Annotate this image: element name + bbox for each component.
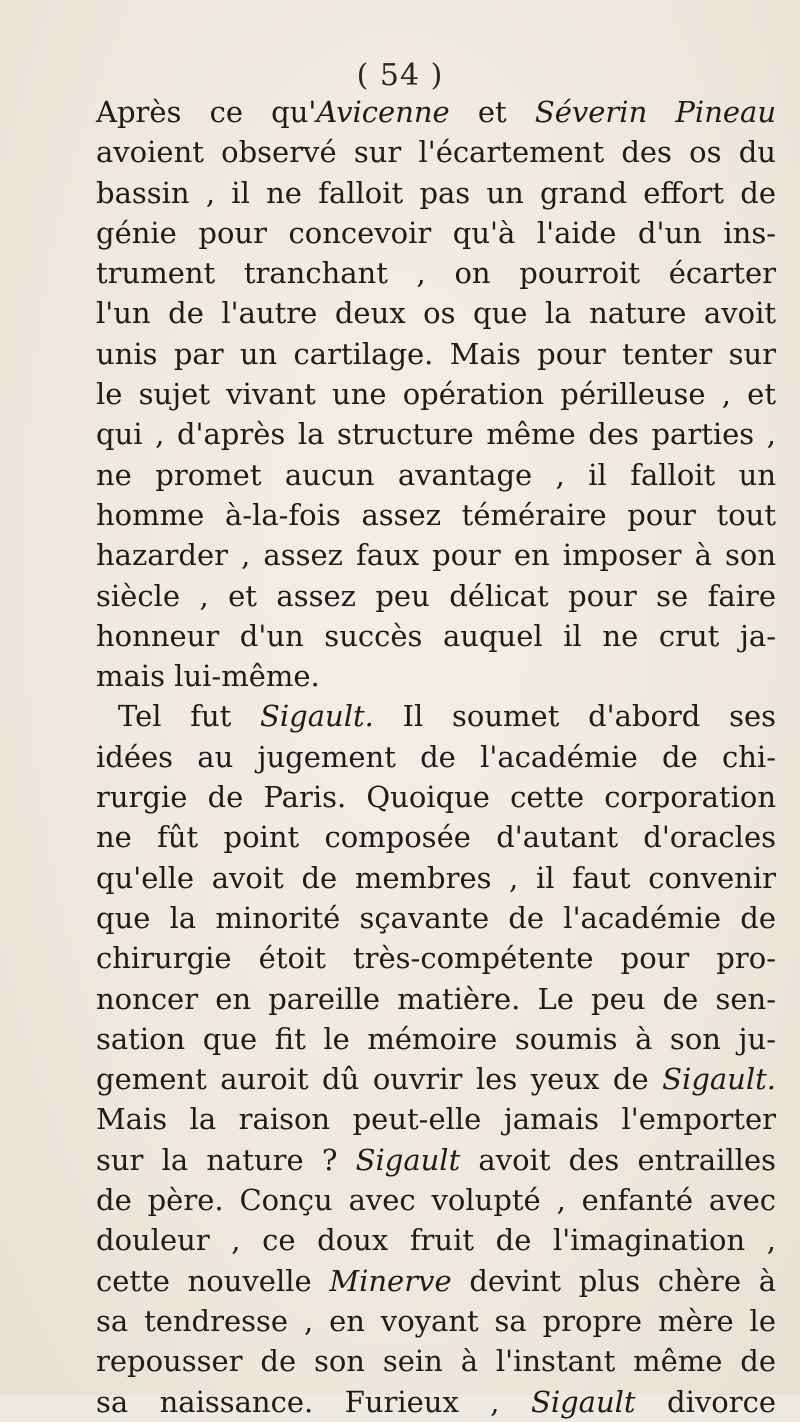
text-segment: génie pour concevoir qu'à l'aide d'un ins- bbox=[96, 215, 776, 250]
text-segment: et bbox=[449, 95, 535, 129]
text-segment: divorce bbox=[635, 1384, 776, 1419]
text-line bbox=[96, 1220, 776, 1260]
text-line bbox=[96, 374, 776, 414]
text-segment: qu'elle avoit de membres , il faut convenir bbox=[96, 860, 776, 895]
text-segment: Mais la raison peut-elle jamais l'emporter bbox=[96, 1102, 776, 1137]
text-segment: avoient observé sur l'écartement des os du bbox=[96, 135, 776, 170]
text-segment: gement auroit dû ouvrir les yeux de bbox=[96, 1062, 663, 1097]
text-segment: sation que fit le mémoire soumis à son ju- bbox=[96, 1021, 776, 1056]
text-segment: Il soumet d'abord ses bbox=[373, 699, 776, 734]
text-segment: Après ce qu' bbox=[96, 95, 317, 129]
text-line bbox=[96, 1140, 776, 1180]
text-line bbox=[96, 253, 776, 293]
text-segment: siècle , et assez peu délicat pour se faire bbox=[96, 578, 776, 613]
text-line bbox=[96, 1341, 776, 1381]
text-segment: bassin , il ne falloit pas un grand effort de bbox=[96, 175, 776, 210]
italic-text: Minerve bbox=[329, 1263, 452, 1298]
text-segment: qui , d'après la structure même des parties , bbox=[96, 417, 776, 452]
italic-text: Séverin Pineau bbox=[534, 95, 777, 129]
italic-text: Sigault bbox=[530, 1384, 636, 1419]
text-segment: cette nouvelle bbox=[96, 1263, 330, 1298]
text-line bbox=[96, 293, 776, 333]
text-line bbox=[96, 1301, 776, 1341]
text-segment: repousser de son sein à l'instant même de bbox=[96, 1344, 776, 1379]
text-segment: de père. Conçu avec volupté , enfanté avec bbox=[96, 1183, 776, 1218]
text-line bbox=[96, 455, 776, 495]
text-line bbox=[96, 576, 776, 616]
text-line bbox=[96, 1180, 776, 1220]
text-line bbox=[96, 898, 776, 938]
text-segment: devint plus chère à bbox=[451, 1263, 776, 1298]
text-segment: que la minorité sçavante de l'académie de bbox=[96, 900, 776, 935]
text-line bbox=[96, 979, 776, 1019]
text-segment: idées au jugement de l'académie de chi- bbox=[96, 739, 776, 774]
text-line bbox=[96, 938, 776, 978]
text-line bbox=[96, 213, 776, 253]
text-line bbox=[96, 535, 776, 575]
text-line bbox=[96, 132, 776, 172]
text-segment: avoit des entrailles bbox=[460, 1142, 776, 1177]
text-segment: douleur , ce doux fruit de l'imagination , bbox=[96, 1223, 776, 1258]
text-segment: l'un de l'autre deux os que la nature avoit bbox=[96, 296, 776, 331]
body-text bbox=[96, 92, 776, 1422]
text-line bbox=[96, 1019, 776, 1059]
text-segment: ne promet aucun avantage , il falloit un bbox=[96, 457, 776, 492]
text-segment: sa tendresse , en voyant sa propre mère le bbox=[96, 1303, 776, 1338]
text-segment: mais lui-même. bbox=[96, 659, 320, 694]
text-line bbox=[96, 696, 776, 736]
text-segment: sa naissance. Furieux , bbox=[96, 1384, 531, 1419]
text-line bbox=[96, 92, 776, 132]
text-line bbox=[96, 173, 776, 213]
text-line bbox=[96, 616, 776, 656]
text-segment: unis par un cartilage. Mais pour tenter sur bbox=[96, 336, 776, 371]
text-line bbox=[96, 777, 776, 817]
page-number: ( 54 ) bbox=[356, 58, 444, 93]
text-segment: Tel fut bbox=[118, 699, 261, 734]
italic-text: Sigault bbox=[355, 1142, 461, 1177]
text-line bbox=[96, 1382, 776, 1422]
text-segment: sur la nature ? bbox=[96, 1142, 356, 1177]
text-line bbox=[96, 656, 776, 696]
italic-text: Sigault. bbox=[260, 699, 374, 734]
text-line bbox=[96, 1099, 776, 1139]
text-line bbox=[96, 334, 776, 374]
text-segment: noncer en pareille matière. Le peu de sen- bbox=[96, 981, 776, 1016]
text-line bbox=[96, 495, 776, 535]
italic-text: Avicenne bbox=[316, 95, 450, 129]
italic-text: Sigault. bbox=[662, 1062, 776, 1097]
text-line bbox=[96, 1059, 776, 1099]
text-segment: hazarder , assez faux pour en imposer à son bbox=[96, 538, 776, 573]
text-segment: honneur d'un succès auquel il ne crut ja- bbox=[96, 618, 776, 653]
text-segment: trument tranchant , on pourroit écarter bbox=[96, 256, 776, 291]
text-segment: homme à-la-fois assez téméraire pour tout bbox=[96, 497, 776, 532]
text-segment: le sujet vivant une opération périlleuse , et bbox=[96, 377, 776, 412]
text-line bbox=[96, 858, 776, 898]
text-line bbox=[96, 1261, 776, 1301]
text-line bbox=[96, 817, 776, 857]
text-segment: chirurgie étoit très-compétente pour pro- bbox=[96, 941, 776, 976]
text-segment: ne fût point composée d'autant d'oracles bbox=[96, 820, 776, 855]
text-line bbox=[96, 737, 776, 777]
text-segment: rurgie de Paris. Quoique cette corporation bbox=[96, 780, 776, 815]
text-line bbox=[96, 414, 776, 454]
